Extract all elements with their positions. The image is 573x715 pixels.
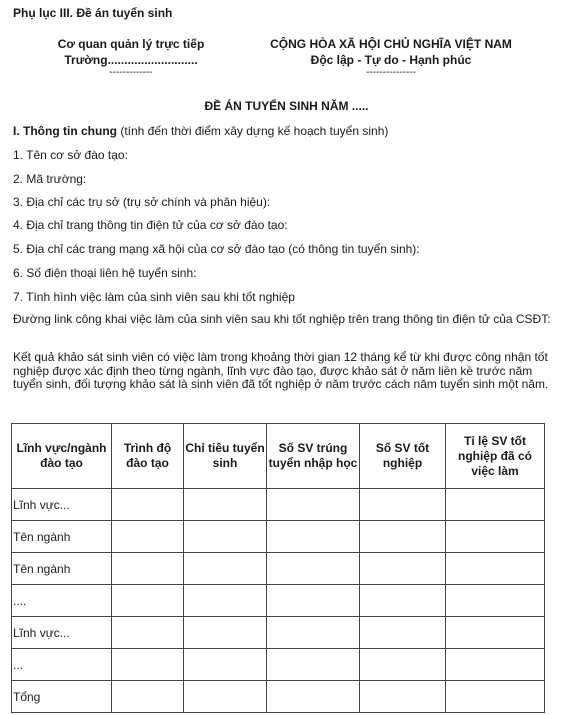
table-cell xyxy=(267,489,360,521)
national-title: CỘNG HÒA XÃ HỘI CHỦ NGHĨA VIỆT NAM xyxy=(270,37,512,51)
table-cell xyxy=(267,553,360,585)
table-cell xyxy=(112,553,184,585)
info-item: 7. Tình hình việc làm của sinh viên sau khi tốt nghiệp xyxy=(13,290,295,304)
table-cell xyxy=(184,553,267,585)
section-heading-label: I. Thông tin chung xyxy=(13,124,117,138)
table-cell xyxy=(112,681,184,713)
header-employment-rate: Tỉ lệ SV tốt nghiệp đã có việc làm xyxy=(446,424,545,489)
table-cell xyxy=(360,553,446,585)
table-cell xyxy=(184,585,267,617)
survey-paragraph: Kết quả khảo sát sinh viên có việc làm trong khoảng thời gian 12 tháng kể từ khi được công nhận tốt nghiệp được xác định theo từng ngành, lĩnh vực đào tạo, được khảo sát ở năm liền kề trước năm tuyển sinh, đối tượng khảo sát là sinh viên đã tốt nghiệp ở năm trước cách năm tuyển sinh một năm. xyxy=(13,350,549,391)
table-cell xyxy=(267,681,360,713)
table-cell xyxy=(446,617,545,649)
table-cell xyxy=(184,617,267,649)
table-cell xyxy=(446,585,545,617)
table-cell xyxy=(360,489,446,521)
table-cell xyxy=(360,649,446,681)
table-cell xyxy=(184,521,267,553)
header-enrolled: Số SV trúng tuyển nhập học xyxy=(267,424,360,489)
table-cell xyxy=(446,681,545,713)
table-cell xyxy=(446,553,545,585)
table-cell xyxy=(360,681,446,713)
header-quota: Chỉ tiêu tuyển sinh xyxy=(184,424,267,489)
right-divider: --------------- xyxy=(366,67,416,78)
row-label: Tên ngành xyxy=(12,521,112,553)
row-label: Tên ngành xyxy=(12,553,112,585)
table-cell xyxy=(267,649,360,681)
section-heading xyxy=(13,124,388,138)
document-title: ĐỀ ÁN TUYỂN SINH NĂM ..... xyxy=(204,99,369,113)
agency-line: Cơ quan quản lý trực tiếp xyxy=(57,37,205,51)
row-label: Tổng xyxy=(12,681,112,713)
school-line: Trường........................... xyxy=(64,53,198,67)
table-cell xyxy=(446,649,545,681)
table-row xyxy=(12,489,545,521)
table-row xyxy=(12,521,545,553)
table-cell xyxy=(267,585,360,617)
employment-table xyxy=(11,423,545,713)
table-cell xyxy=(267,617,360,649)
table-header-row xyxy=(12,424,545,489)
row-label: ... xyxy=(12,649,112,681)
left-divider: ------------- xyxy=(109,67,153,78)
info-item: 3. Địa chỉ các trụ sở (trụ sở chính và phân hiệu): xyxy=(13,195,271,209)
row-label: .... xyxy=(12,585,112,617)
section-heading-note: (tính đến thời điểm xây dựng kế hoạch tuyển sinh) xyxy=(116,124,389,138)
header-level: Trình độ đào tạo xyxy=(112,424,184,489)
table-row xyxy=(12,553,545,585)
table-cell xyxy=(360,617,446,649)
table-cell xyxy=(184,681,267,713)
appendix-title: Phụ lục III. Đề án tuyển sinh xyxy=(13,6,173,20)
table-cell xyxy=(184,489,267,521)
row-label: Lĩnh vực... xyxy=(12,617,112,649)
table-cell xyxy=(360,521,446,553)
employment-link-paragraph: Đường link công khai việc làm của sinh viên sau khi tốt nghiệp trên trang thông tin điện tử của CSĐT: xyxy=(13,312,551,326)
info-item: 6. Số điện thoại liên hệ tuyển sinh: xyxy=(13,266,197,280)
table-cell xyxy=(360,585,446,617)
table-cell xyxy=(184,649,267,681)
table-cell xyxy=(112,617,184,649)
header-graduates: Số SV tốt nghiệp xyxy=(360,424,446,489)
table-row xyxy=(12,617,545,649)
table-cell xyxy=(112,585,184,617)
table-cell xyxy=(267,521,360,553)
table-cell xyxy=(112,521,184,553)
table-row xyxy=(12,585,545,617)
info-item: 2. Mã trường: xyxy=(13,172,87,186)
header-field: Lĩnh vực/ngành đào tạo xyxy=(12,424,112,489)
table-row xyxy=(12,681,545,713)
national-motto: Độc lập - Tự do - Hạnh phúc xyxy=(310,53,472,67)
table-cell xyxy=(112,649,184,681)
info-item: 4. Địa chỉ trang thông tin điện tử của cơ sở đào tạo: xyxy=(13,218,288,232)
table-row xyxy=(12,649,545,681)
table-cell xyxy=(446,489,545,521)
table-cell xyxy=(446,521,545,553)
info-item: 1. Tên cơ sở đào tạo: xyxy=(13,148,128,162)
info-item: 5. Địa chỉ các trang mạng xã hội của cơ sở đào tạo (có thông tin tuyển sinh): xyxy=(13,242,420,256)
row-label: Lĩnh vực... xyxy=(12,489,112,521)
table-cell xyxy=(112,489,184,521)
